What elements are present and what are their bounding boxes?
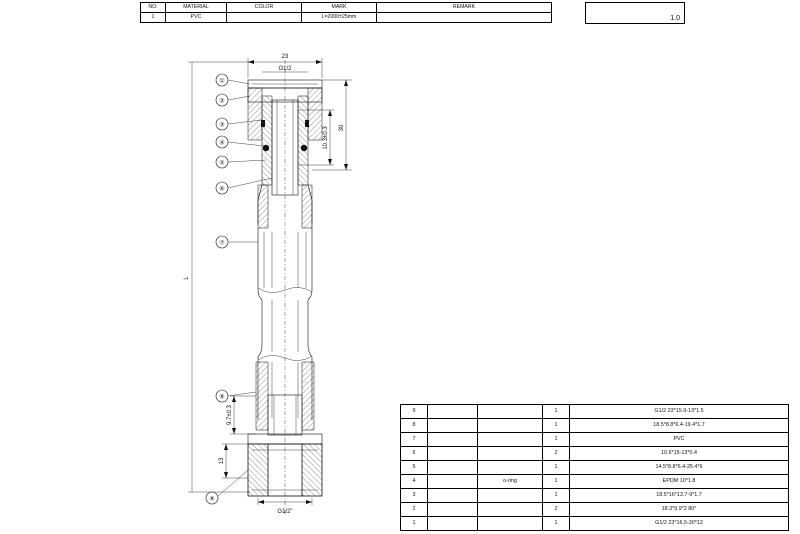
bom-no: 6: [401, 447, 428, 461]
bom-desc: 18.3*9.9*2 80°: [570, 503, 789, 517]
bom-no: 7: [401, 433, 428, 447]
bom-qty: 1: [543, 517, 570, 531]
bom-no: 4: [401, 475, 428, 489]
bom-qty: 1: [543, 489, 570, 503]
bom-no: 9: [401, 405, 428, 419]
bom-desc: 10.6*15-13*0.4: [570, 447, 789, 461]
label-g12-bottom: G1/2": [277, 509, 293, 515]
dim-10-3: 10.3±0.3: [323, 126, 329, 150]
bom-qty: 1: [543, 433, 570, 447]
bom-desc: G1/2 23*15.9-13*1.5: [570, 405, 789, 419]
bom-desc: EPDM 10*1.8: [570, 475, 789, 489]
bom-desc: G1/2 23*16.5-30*12: [570, 517, 789, 531]
header-val-material: PVC: [166, 13, 227, 23]
bom-desc: 14.5*8.8*6.4-25.4*6: [570, 461, 789, 475]
dim-bore-97: [227, 396, 256, 434]
bom-qty: 1: [543, 419, 570, 433]
dim-L: L: [184, 276, 190, 280]
thread-label-top: [262, 66, 308, 72]
dim-13: 13: [219, 457, 225, 465]
dim-len-13: [219, 444, 248, 478]
header-val-mark: L=2000±25mm: [302, 13, 377, 23]
dim-9-7: 9.7±0.3: [227, 405, 233, 425]
dim-23: 23: [281, 54, 289, 60]
bom-qty: 2: [543, 503, 570, 517]
dim-30: 30: [339, 124, 345, 132]
bom-no: 3: [401, 489, 428, 503]
balloon-5: ⑤: [219, 160, 225, 167]
header-col-no: NO.: [141, 3, 166, 13]
bom-no: 5: [401, 461, 428, 475]
bom-qty: 2: [543, 447, 570, 461]
bom-no: 1: [401, 517, 428, 531]
balloon-8: ⑧: [219, 394, 225, 401]
bom-desc: PVC: [570, 433, 789, 447]
balloon-4: ④: [219, 140, 225, 147]
balloon-3: ③: [219, 122, 225, 129]
bom-qty: 1: [543, 405, 570, 419]
balloon-2: ②: [219, 98, 225, 105]
bom-qty: 1: [543, 461, 570, 475]
header-col-remark: REMARK: [377, 3, 552, 13]
revision-value: 1.0: [670, 15, 680, 22]
header-val-no: 1: [141, 13, 166, 23]
balloon-9: ⑨: [209, 496, 215, 503]
balloon-6: ⑥: [219, 186, 225, 193]
bom-no: 2: [401, 503, 428, 517]
balloon-7: ⑦: [219, 240, 225, 247]
header-col-color: COLOR: [227, 3, 302, 13]
bom-no: 8: [401, 419, 428, 433]
label-g12-top: G1/2: [278, 66, 292, 72]
bom-desc: 18.5*8.8*6.4-19.4*1.7: [570, 419, 789, 433]
dim-overall-L: [184, 62, 250, 492]
header-col-mark: MARK: [302, 3, 377, 13]
bom-qty: 1: [543, 475, 570, 489]
header-col-material: MATERIAL: [166, 3, 227, 13]
bom-material: o-ring: [478, 475, 543, 489]
bom-desc: 18.5*16*13.7-9*1.7: [570, 489, 789, 503]
thread-label-bottom: [258, 498, 312, 515]
balloon-1: ①: [219, 78, 225, 85]
